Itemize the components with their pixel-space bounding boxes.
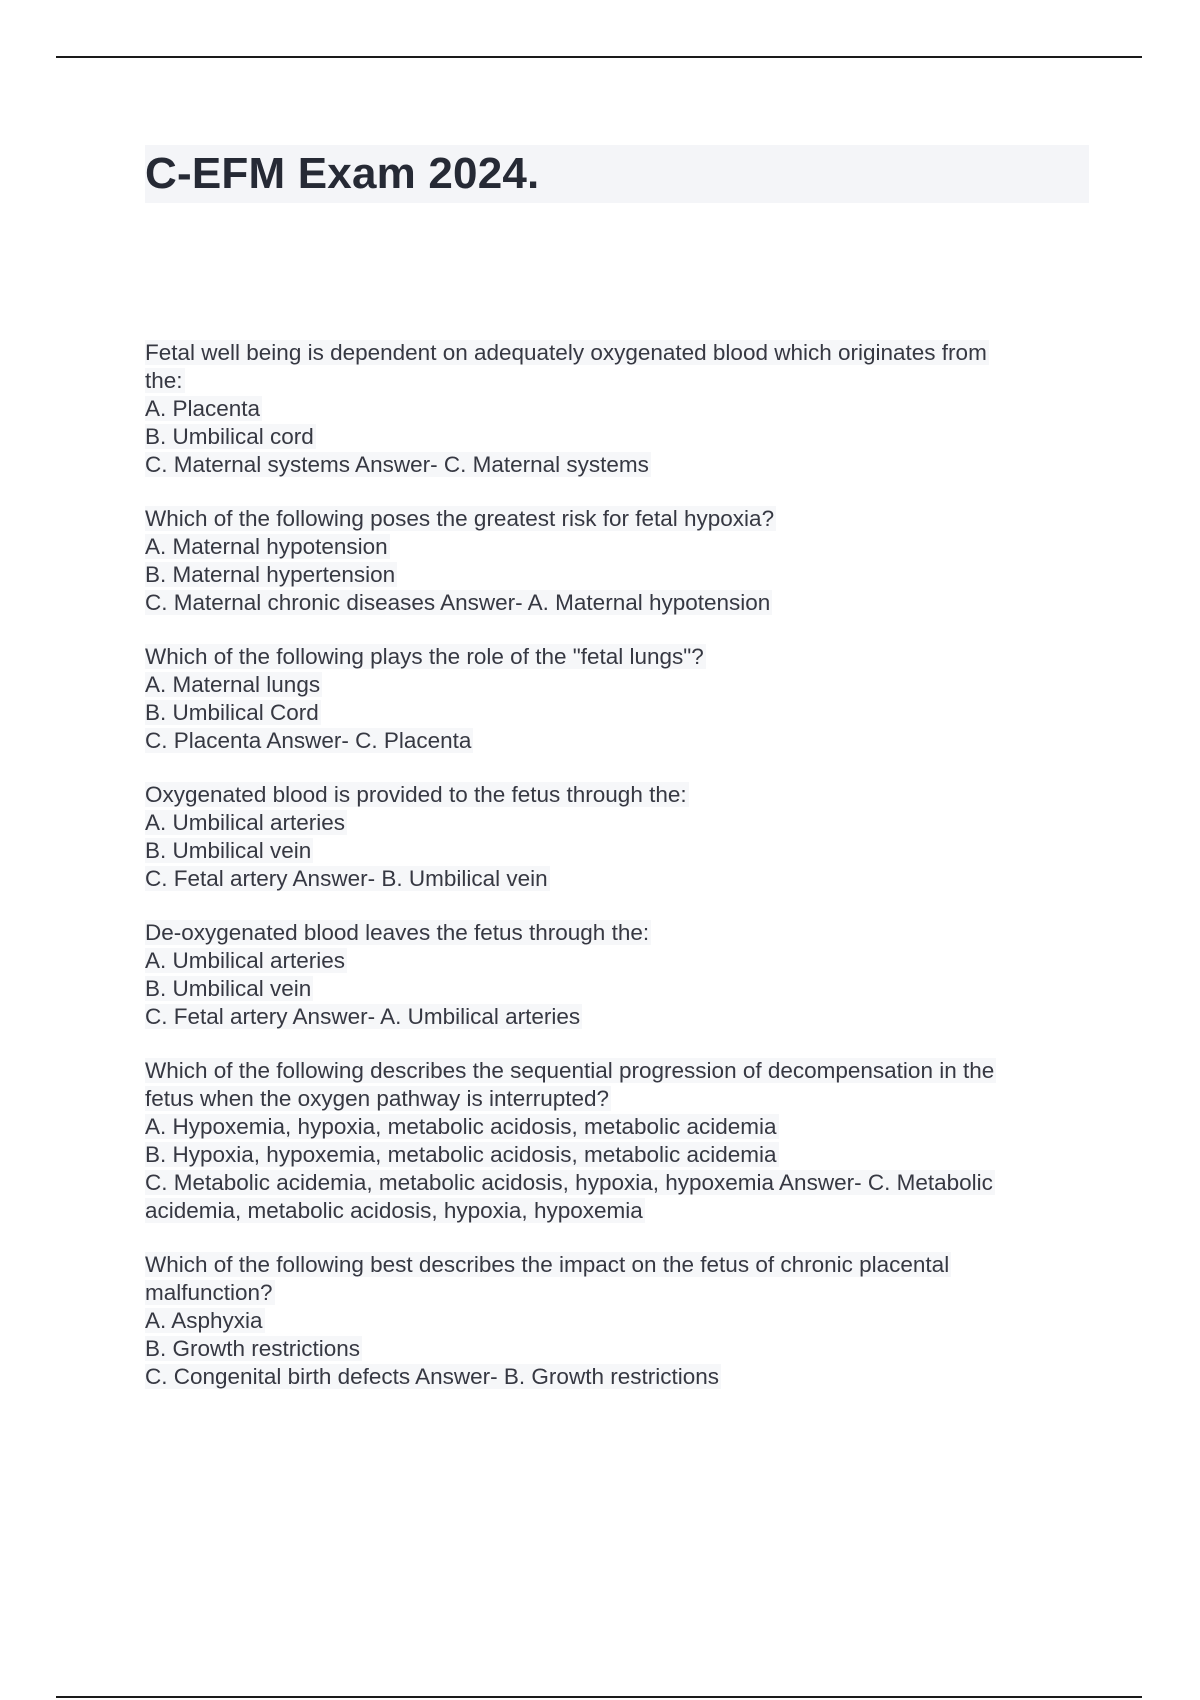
question-line-text: C. Metabolic acidemia, metabolic acidosis, hypoxia, hypoxemia Answer- C. Metabolic <box>145 1170 993 1195</box>
question-line <box>145 671 1095 699</box>
question-line-text: A. Hypoxemia, hypoxia, metabolic acidosis, metabolic acidemia <box>145 1114 777 1139</box>
question-line-text: Fetal well being is dependent on adequately oxygenated blood which originates from <box>145 340 987 365</box>
question-line <box>145 451 1095 479</box>
question-line <box>145 1197 1095 1225</box>
question-line <box>145 367 1095 395</box>
question-line-text: C. Fetal artery Answer- A. Umbilical arteries <box>145 1004 581 1029</box>
question-line-text: the: <box>145 368 183 393</box>
question-line <box>145 561 1095 589</box>
question-line <box>145 423 1095 451</box>
question-line <box>145 643 1095 671</box>
question-block <box>145 1057 1095 1225</box>
question-line <box>145 975 1095 1003</box>
question-line <box>145 339 1095 367</box>
question-line-text: Oxygenated blood is provided to the fetus through the: <box>145 782 687 807</box>
question-line-text: Which of the following poses the greatest risk for fetal hypoxia? <box>145 506 775 531</box>
question-line-text: C. Fetal artery Answer- B. Umbilical vein <box>145 866 548 891</box>
question-line-text: malfunction? <box>145 1280 273 1305</box>
question-line <box>145 837 1095 865</box>
question-block <box>145 643 1095 755</box>
question-line <box>145 533 1095 561</box>
question-line <box>145 919 1095 947</box>
question-line-text: C. Maternal chronic diseases Answer- A. Maternal hypotension <box>145 590 771 615</box>
question-line-text: B. Hypoxia, hypoxemia, metabolic acidosis, metabolic acidemia <box>145 1142 777 1167</box>
page-title: C-EFM Exam 2024. <box>145 149 540 198</box>
question-line-text: B. Umbilical Cord <box>145 700 319 725</box>
question-line-text: De-oxygenated blood leaves the fetus through the: <box>145 920 650 945</box>
question-line-text: fetus when the oxygen pathway is interrupted? <box>145 1086 610 1111</box>
question-line <box>145 699 1095 727</box>
question-block <box>145 781 1095 893</box>
question-line-text: C. Placenta Answer- C. Placenta <box>145 728 472 753</box>
question-line-text: B. Umbilical vein <box>145 838 312 863</box>
question-line <box>145 505 1095 533</box>
question-line-text: Which of the following describes the sequential progression of decompensation in the <box>145 1058 995 1083</box>
question-line-text: C. Maternal systems Answer- C. Maternal systems <box>145 452 649 477</box>
question-line-text: B. Growth restrictions <box>145 1336 361 1361</box>
question-block <box>145 339 1095 479</box>
question-line <box>145 1085 1095 1113</box>
question-line-text: B. Umbilical cord <box>145 424 314 449</box>
question-line-text: A. Umbilical arteries <box>145 810 346 835</box>
bottom-rule <box>56 1696 1142 1698</box>
question-line <box>145 865 1095 893</box>
question-line <box>145 809 1095 837</box>
question-line-text: A. Maternal lungs <box>145 672 321 697</box>
question-line <box>145 1251 1095 1279</box>
question-line-text: C. Congenital birth defects Answer- B. Growth restrictions <box>145 1364 719 1389</box>
question-line <box>145 589 1095 617</box>
question-line <box>145 727 1095 755</box>
question-line <box>145 395 1095 423</box>
question-line-text: A. Umbilical arteries <box>145 948 346 973</box>
question-line-text: A. Maternal hypotension <box>145 534 388 559</box>
question-block <box>145 505 1095 617</box>
question-line-text: Which of the following best describes the impact on the fetus of chronic placental <box>145 1252 950 1277</box>
question-line <box>145 1141 1095 1169</box>
question-line <box>145 1003 1095 1031</box>
question-line <box>145 1057 1095 1085</box>
question-line-text: B. Umbilical vein <box>145 976 312 1001</box>
question-line-text: A. Placenta <box>145 396 261 421</box>
question-line-text: Which of the following plays the role of the "fetal lungs"? <box>145 644 704 669</box>
question-line <box>145 1335 1095 1363</box>
question-line-text: acidemia, metabolic acidosis, hypoxia, hypoxemia <box>145 1198 643 1223</box>
question-line <box>145 781 1095 809</box>
question-line <box>145 1113 1095 1141</box>
question-line <box>145 1279 1095 1307</box>
question-line <box>145 1307 1095 1335</box>
top-rule <box>56 56 1142 58</box>
question-list <box>145 339 1095 1417</box>
question-block <box>145 919 1095 1031</box>
question-block <box>145 1251 1095 1391</box>
question-line-text: A. Asphyxia <box>145 1308 263 1333</box>
question-line <box>145 1363 1095 1391</box>
question-line-text: B. Maternal hypertension <box>145 562 396 587</box>
question-line <box>145 1169 1095 1197</box>
question-line <box>145 947 1095 975</box>
